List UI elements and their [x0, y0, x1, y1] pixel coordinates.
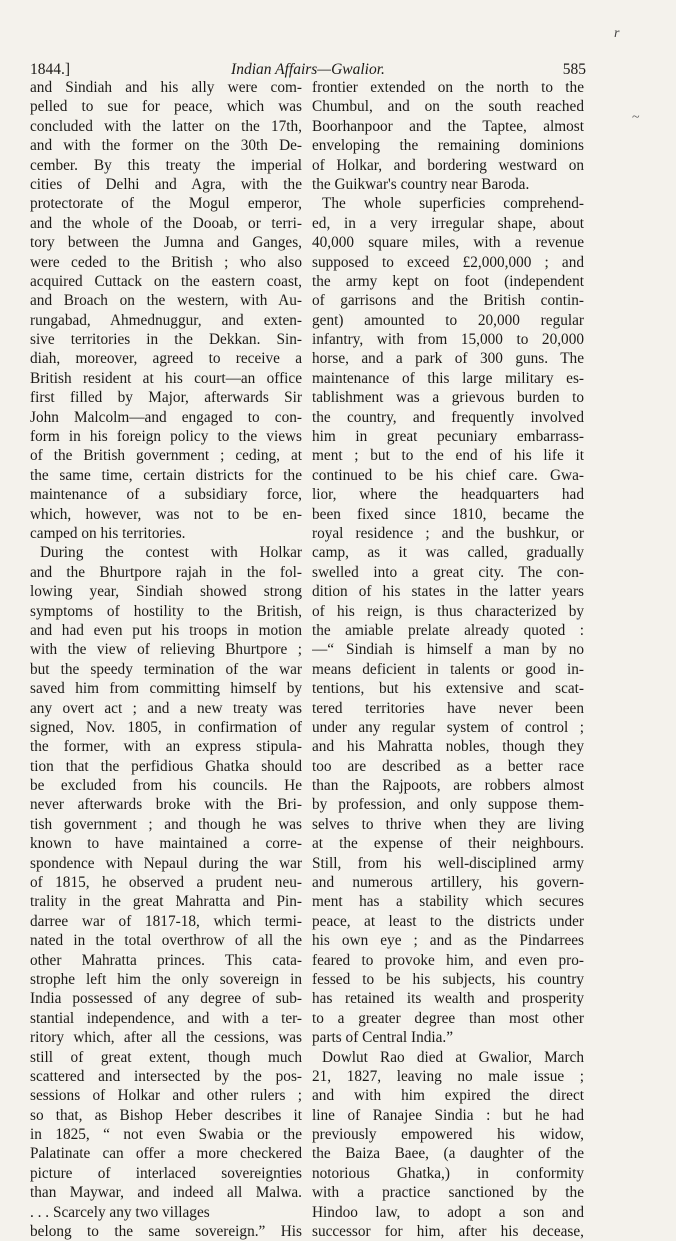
left-column: [30, 78, 302, 1241]
text-line: parts of Central India.”: [312, 1029, 454, 1047]
text-line: fessed to be his subjects, his country: [312, 970, 584, 988]
text-line: successor for him, after his decease,: [312, 1223, 584, 1241]
text-line: to a greater degree than most other: [312, 1009, 584, 1027]
text-line: saved him from committing himself by: [30, 680, 302, 698]
text-line: of the British government ; ceding, at: [30, 447, 302, 465]
text-line: tered territories have never been: [312, 699, 584, 717]
text-line: concluded with the latter on the 17th,: [30, 117, 302, 135]
text-line: of his reign, is thus characterized by: [312, 602, 584, 620]
text-line: lowing year, Sindiah showed strong: [30, 583, 302, 601]
text-line: but the speedy termination of the war: [30, 660, 302, 678]
text-line: swelled into a great city. The con-: [312, 563, 584, 581]
text-line: —“ Sindiah is himself a man by no: [312, 641, 584, 659]
text-line: camp, as it was called, gradually: [312, 544, 584, 562]
text-line: Dowlut Rao died at Gwalior, March: [322, 1048, 584, 1066]
text-line: and the whole of the Dooab, or terri-: [30, 214, 302, 232]
text-line: form in his foreign policy to the views: [30, 428, 302, 446]
text-line: line of Ranajee Sindia : but he had: [312, 1106, 584, 1124]
text-line: spondence with Nepaul during the war: [30, 854, 302, 872]
text-line: so that, as Bishop Heber describes it: [30, 1106, 302, 1124]
text-line: the Guikwar's country near Baroda.: [312, 175, 530, 193]
text-line: Chumbul, and on the south reached: [312, 98, 584, 116]
text-line: and had even put his troops in motion: [30, 621, 302, 639]
text-line: and numerous artillery, his govern-: [312, 874, 584, 892]
text-line: maintenance of this large military es-: [312, 369, 584, 387]
text-line: symptoms of hostility to the British,: [30, 602, 302, 620]
text-line: first filled by Major, afterwards Sir: [30, 389, 302, 407]
text-line: the army kept on foot (independent: [312, 272, 584, 290]
text-line: the Baiza Baee, (a daughter of the: [312, 1145, 584, 1163]
text-line: which, however, was not to be en-: [30, 505, 302, 523]
text-line: other Mahratta princes. This cata-: [30, 951, 302, 969]
text-line: ritory which, after all the cessions, was: [30, 1029, 302, 1047]
text-line: ment has a stability which secures: [312, 893, 584, 911]
text-line: and his Mahratta nobles, though they: [312, 738, 584, 756]
text-line: in 1825, “ not even Swabia or the: [30, 1126, 302, 1144]
text-line: of garrisons and the British contin-: [312, 292, 584, 310]
text-line: previously empowered his widow,: [312, 1126, 584, 1144]
header-year: 1844.]: [30, 61, 71, 78]
text-line: tion that the perfidious Ghatka should: [30, 757, 302, 775]
text-line: rungabad, Ahmednuggur, and exten-: [30, 311, 302, 329]
text-line: of Holkar, and bordering westward on: [312, 156, 584, 174]
text-line: Boorhanpoor and the Taptee, almost: [312, 117, 584, 135]
text-line: by profession, and only suppose them-: [312, 796, 584, 814]
text-line: India possessed of any degree of sub-: [30, 990, 302, 1008]
text-line: and with him expired the direct: [312, 1087, 584, 1105]
text-line: lior, where the headquarters had: [312, 486, 584, 504]
text-line: the former, with an express stipula-: [30, 738, 302, 756]
text-line: enveloping the remaining dominions: [312, 137, 584, 155]
text-line: with the view of relieving Bhurtpore ;: [30, 641, 302, 659]
text-line: feared to provoke him, and even pro-: [312, 951, 584, 969]
text-line: his own eye ; and as the Pindarrees: [312, 932, 584, 950]
text-line: and Broach on the western, with Au-: [30, 292, 302, 310]
text-line: selves to thrive when they are living: [312, 815, 584, 833]
text-line: tish government ; and though he was: [30, 815, 302, 833]
text-line: with a practice sanctioned by the: [312, 1184, 584, 1202]
text-line: belong to the same sovereign.” His: [30, 1223, 302, 1241]
text-line: 40,000 square miles, with a revenue: [312, 234, 584, 252]
text-line: Palatinate can offer a more checkered: [30, 1145, 302, 1163]
text-line: under any regular system of control ;: [312, 718, 584, 736]
text-line: 21, 1827, leaving no male issue ;: [312, 1067, 584, 1085]
right-column: [312, 78, 584, 1241]
text-line: peace, at least to the districts under: [312, 912, 584, 930]
text-line: the same time, certain districts for the: [30, 466, 302, 484]
text-line: stantial independence, and with a ter-: [30, 1009, 302, 1027]
text-line: were ceded to the British ; who also: [30, 253, 302, 271]
text-line: The whole superficies comprehend-: [322, 195, 584, 213]
text-line: of 1815, he observed a prudent neu-: [30, 874, 302, 892]
text-line: sessions of Holkar and other rulers ;: [30, 1087, 302, 1105]
text-line: than the Rajpoots, are robbers almost: [312, 777, 584, 795]
text-line: diah, moreover, agreed to receive a: [30, 350, 302, 368]
text-line: acquired Cuttack on the eastern coast,: [30, 272, 302, 290]
text-line: Still, from his well-disciplined army: [312, 854, 584, 872]
text-line: infantry, with from 15,000 to 20,000: [312, 331, 584, 349]
text-line: ed, in a very irregular shape, about: [312, 214, 584, 232]
text-line: and Sindiah and his ally were com-: [30, 79, 302, 96]
text-line: cities of Delhi and Agra, with the: [30, 175, 302, 193]
text-line: British resident at his court—an office: [30, 369, 302, 387]
text-line: camped on his territories.: [30, 524, 186, 542]
text-line: the country, and frequently involved: [312, 408, 584, 426]
text-line: never afterwards broke with the Bri-: [30, 796, 302, 814]
text-line: him in great pecuniary embarrass-: [312, 428, 584, 446]
text-line: notorious Ghatka,) in conformity: [312, 1164, 584, 1182]
text-line: the amiable prelate already quoted :: [312, 621, 584, 639]
text-line: be excluded from his councils. He: [30, 777, 302, 795]
text-line: nated in the total overthrow of all the: [30, 932, 302, 950]
text-line: tablishment was a grievous burden to: [312, 389, 584, 407]
text-line: tentions, but his extensive and scat-: [312, 680, 584, 698]
text-line: known to have maintained a corre-: [30, 835, 302, 853]
text-line: trality in the great Mahratta and Pin-: [30, 893, 302, 911]
text-line: maintenance of a subsidiary force,: [30, 486, 302, 504]
text-line: picture of interlaced sovereignties: [30, 1164, 302, 1182]
text-line: still of great extent, though much: [30, 1048, 302, 1066]
text-line: frontier extended on the north to the: [312, 79, 584, 96]
text-line: signed, Nov. 1805, in confirmation of: [30, 718, 302, 736]
text-line: strophe left him the only sovereign in: [30, 970, 302, 988]
page-number: 585: [562, 61, 586, 78]
text-line: means deficient in talents or good in-: [312, 660, 584, 678]
text-line: sive territories in the Dekkan. Sin-: [30, 331, 302, 349]
text-line: . . . Scarcely any two villages: [30, 1203, 210, 1221]
text-line: John Malcolm—and engaged to con-: [30, 408, 302, 426]
text-line: supposed to exceed £2,000,000 ; and: [312, 253, 584, 271]
text-line: been fixed since 1810, became the: [312, 505, 584, 523]
text-line: royal residence ; and the bushkur, or: [312, 524, 584, 542]
text-line: protectorate of the Mogul emperor,: [30, 195, 302, 213]
text-line: too are described as a better race: [312, 757, 584, 775]
text-line: Hindoo law, to adopt a son and: [312, 1203, 584, 1221]
text-line: cember. By this treaty the imperial: [30, 156, 302, 174]
text-line: and the Bhurtpore rajah in the fol-: [30, 563, 302, 581]
text-line: any overt act ; and a new treaty was: [30, 699, 302, 717]
header-title: Indian Affairs—Gwalior.: [231, 61, 385, 78]
text-line: tory between the Jumna and Ganges,: [30, 234, 302, 252]
text-line: During the contest with Holkar: [40, 544, 302, 562]
text-line: horse, and a park of 300 guns. The: [312, 350, 584, 368]
text-line: darree war of 1817-18, which termi-: [30, 912, 302, 930]
margin-pencil-mark: ~: [632, 110, 640, 125]
text-line: gent) amounted to 20,000 regular: [312, 311, 584, 329]
text-line: scattered and intersected by the pos-: [30, 1067, 302, 1085]
text-line: at the expense of their neighbours.: [312, 835, 584, 853]
text-line: dition of his states in the latter years: [312, 583, 584, 601]
text-line: continued to be his chief care. Gwa-: [312, 466, 584, 484]
corner-pencil-mark: r: [614, 26, 620, 41]
text-line: and with the former on the 30th De-: [30, 137, 302, 155]
text-line: pelled to sue for peace, which was: [30, 98, 302, 116]
text-line: than Maywar, and indeed all Malwa.: [30, 1184, 302, 1202]
text-line: ment ; but to the end of his life it: [312, 447, 584, 465]
text-line: has retained its wealth and prosperity: [312, 990, 584, 1008]
